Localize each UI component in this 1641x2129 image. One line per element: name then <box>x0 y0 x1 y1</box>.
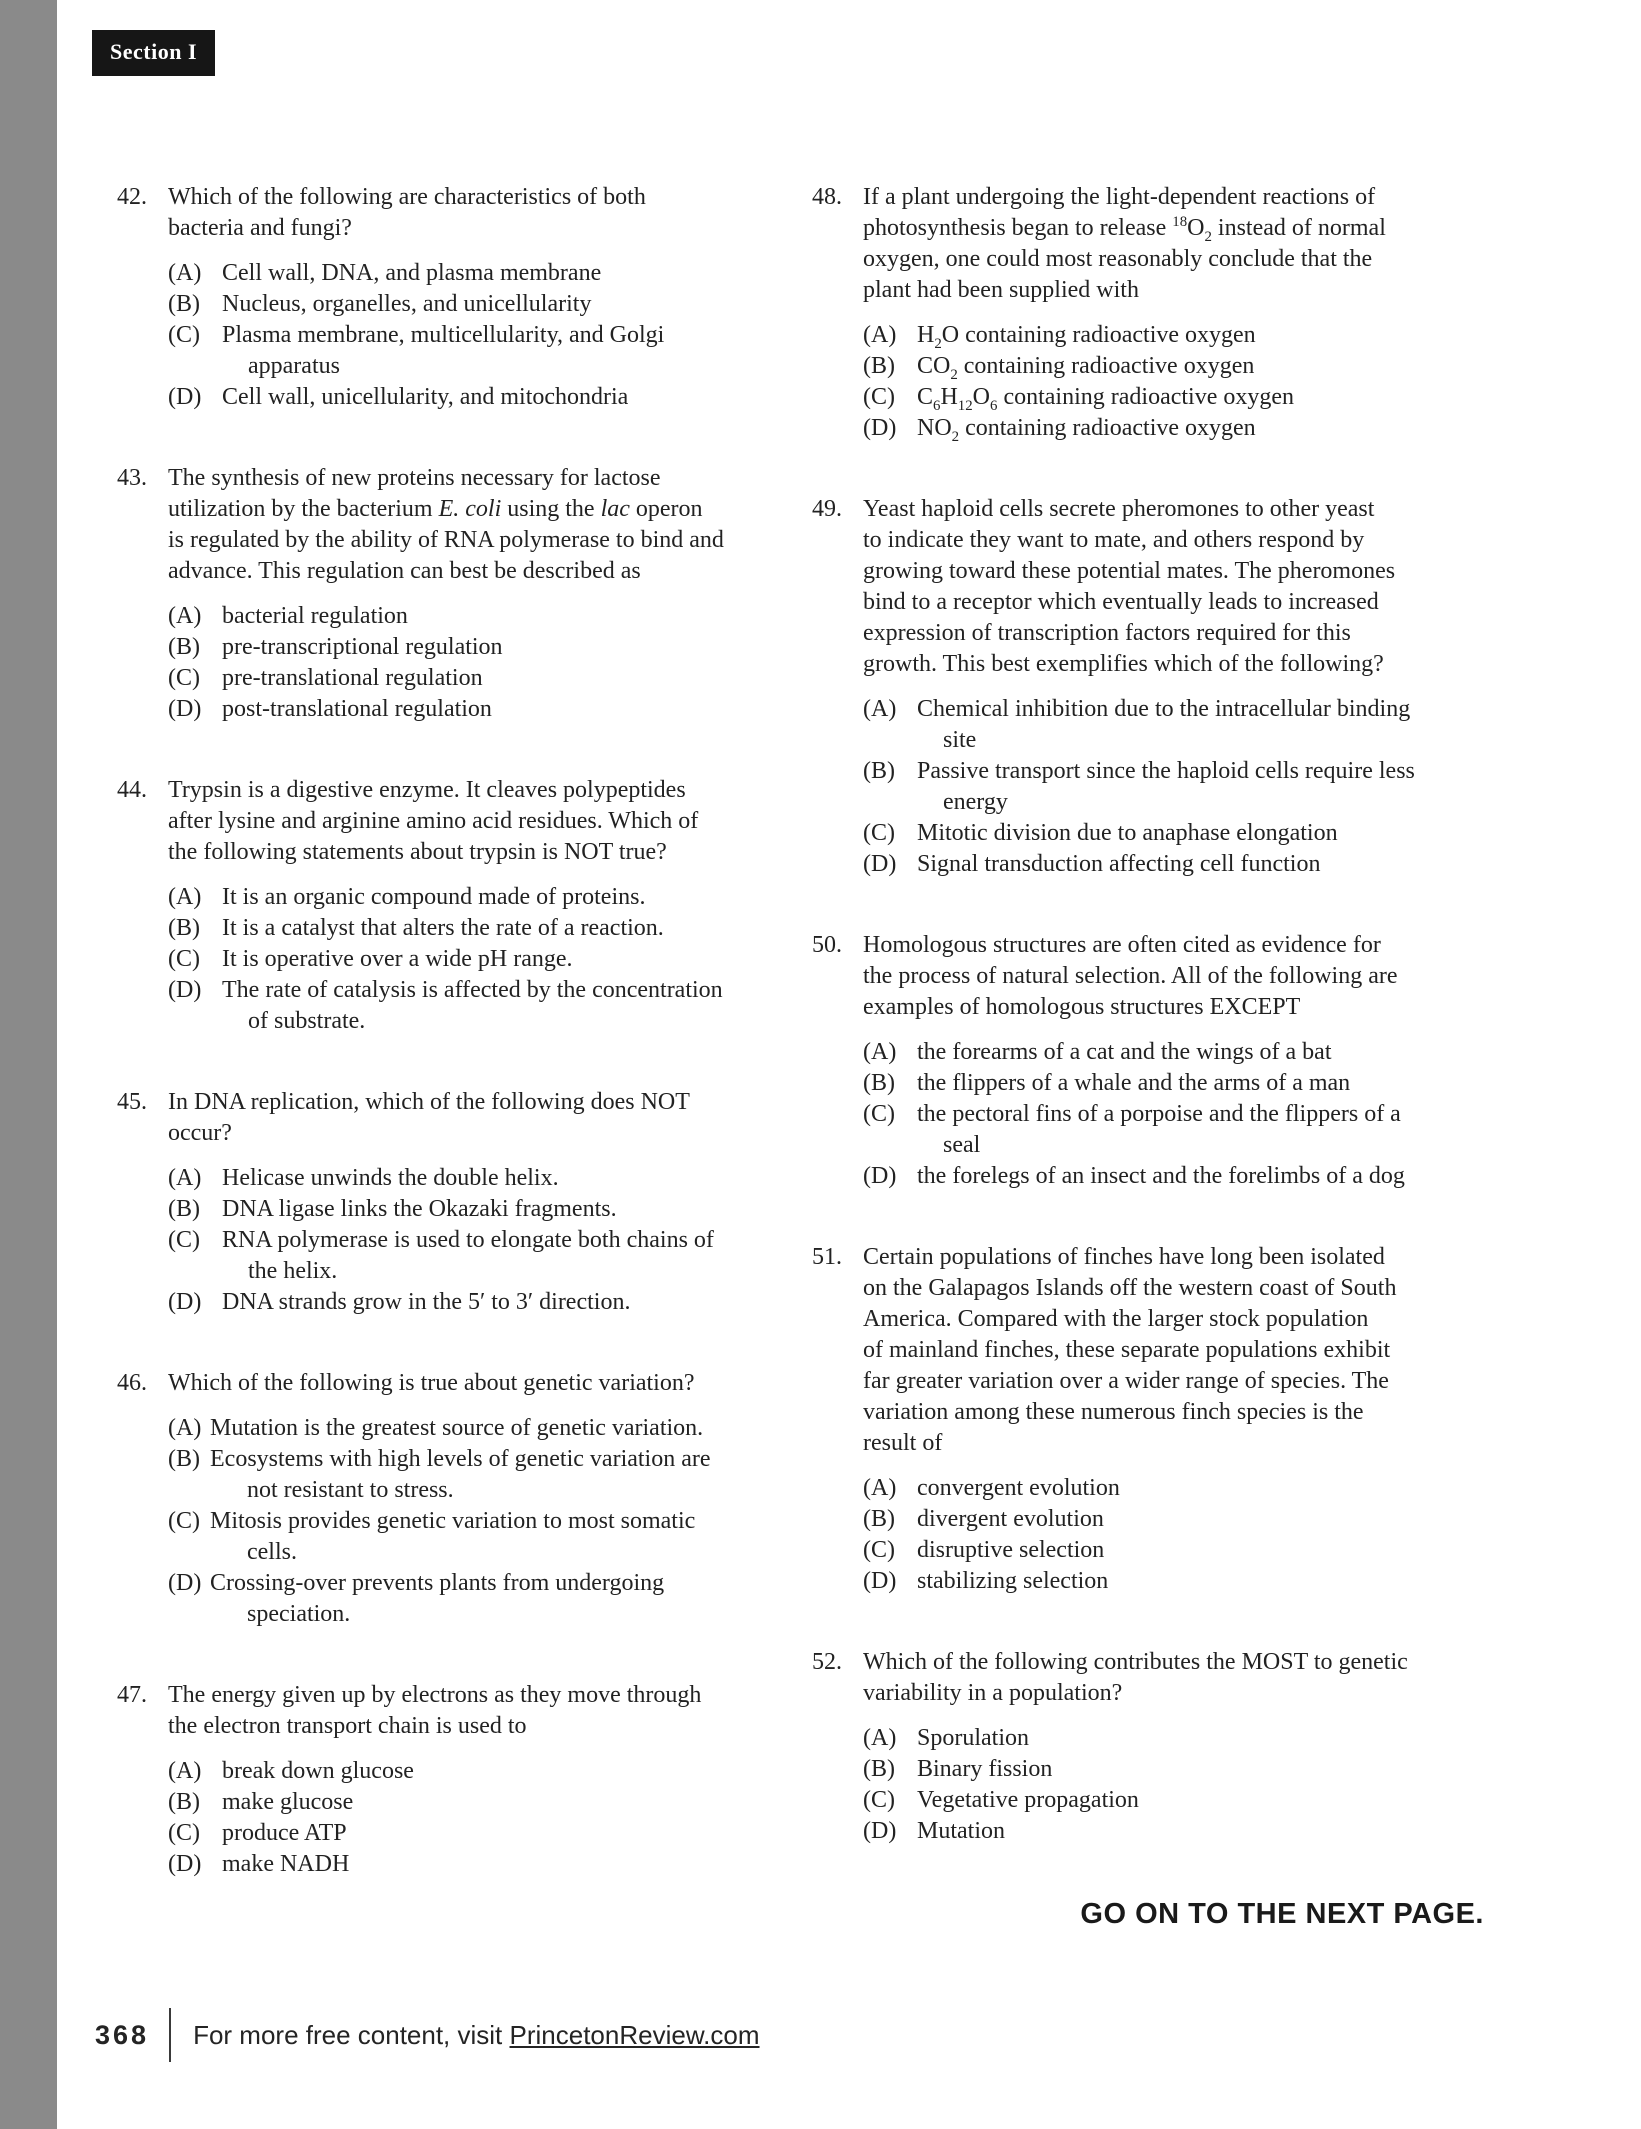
option-text: Mitotic division due to anaphase elongation <box>917 820 1338 846</box>
option-text: Chemical inhibition due to the intracellular binding site <box>917 696 1411 753</box>
option-text: Vegetative propagation <box>917 1787 1139 1813</box>
question-text: Yeast haploid cells secrete pheromones to other yeast to indicate they want to mate, and others respond by growing toward these potential mates. The pheromones bind to a receptor which eventually leads to increased expression of transcription factors required for this growth. This best exemplifies which of the following? <box>863 496 1396 677</box>
question <box>117 1368 772 1630</box>
answer-option <box>863 1068 1487 1099</box>
question-column-left <box>117 182 772 1930</box>
option-text: It is operative over a wide pH range. <box>222 946 573 972</box>
option-label: (D) <box>168 384 202 410</box>
option-label: (B) <box>863 1756 895 1782</box>
option-label: (D) <box>168 696 202 722</box>
answer-option <box>863 382 1487 413</box>
section-label: Section I <box>110 39 197 64</box>
answer-options <box>863 1037 1487 1192</box>
option-text: Passive transport since the haploid cells require less energy <box>917 758 1415 815</box>
answer-options <box>168 1413 772 1630</box>
option-label: (B) <box>168 291 200 317</box>
answer-options <box>168 258 772 413</box>
answer-option <box>863 1723 1487 1754</box>
page-footer <box>95 2008 760 2062</box>
question <box>117 1680 772 1880</box>
answer-option <box>168 1756 772 1787</box>
answer-option <box>168 1444 772 1506</box>
question-text: Which of the following is true about genetic variation? <box>168 1370 695 1396</box>
option-text: $NO_2$ containing radioactive oxygen <box>917 415 1256 445</box>
question-text: Certain populations of finches have long been isolated on the Galapagos Islands off the western coast of South America. Compared with the larger stock population of mainland finches, these separate populations exhibit far greater variation over a wider range of species. The variation among these numerous finch species is the result of <box>863 1244 1397 1456</box>
question-text: Trypsin is a digestive enzyme. It cleaves polypeptides after lysine and arginine amino acid residues. Which of the following statements about trypsin is NOT true? <box>168 777 699 865</box>
footer-note <box>193 2020 759 2051</box>
answer-options <box>168 601 772 725</box>
option-label: (C) <box>863 1787 895 1813</box>
answer-option <box>168 382 772 413</box>
option-text: $C_6H_{12}O_6$ containing radioactive oxygen <box>917 384 1295 414</box>
question-number: 47. <box>117 1682 147 1708</box>
option-text: Mitosis provides genetic variation to most somatic cells. <box>210 1508 696 1565</box>
answer-option <box>168 694 772 725</box>
question-text: Which of the following are characteristics of both bacteria and fungi? <box>168 184 646 241</box>
answer-option <box>168 975 772 1037</box>
answer-option <box>168 601 772 632</box>
option-label: (A) <box>863 322 897 348</box>
option-label: (A) <box>863 1725 897 1751</box>
option-text: bacterial regulation <box>222 603 408 629</box>
option-text: the forearms of a cat and the wings of a bat <box>917 1039 1332 1065</box>
option-text: Sporulation <box>917 1725 1029 1751</box>
answer-options <box>168 882 772 1037</box>
option-text: DNA strands grow in the 5′ to 3′ direction. <box>222 1289 631 1315</box>
answer-options <box>863 1473 1487 1597</box>
option-text: Helicase unwinds the double helix. <box>222 1165 559 1191</box>
option-label: (D) <box>863 415 897 441</box>
option-text: Ecosystems with high levels of genetic variation are not resistant to stress. <box>210 1446 711 1503</box>
option-label: (D) <box>168 1570 202 1596</box>
option-label: (D) <box>863 851 897 877</box>
answer-option <box>863 694 1487 756</box>
option-text: make NADH <box>222 1851 350 1877</box>
option-text: the forelegs of an insect and the forelimbs of a dog <box>917 1163 1405 1189</box>
answer-option <box>863 320 1487 351</box>
option-text: Plasma membrane, multicellularity, and Golgi apparatus <box>222 322 665 379</box>
option-label: (A) <box>863 1475 897 1501</box>
question <box>812 1242 1487 1597</box>
option-text: Cell wall, unicellularity, and mitochondria <box>222 384 629 410</box>
answer-option <box>168 913 772 944</box>
answer-options <box>168 1163 772 1318</box>
option-text: break down glucose <box>222 1758 414 1784</box>
question <box>812 494 1487 880</box>
option-label: (C) <box>168 322 200 348</box>
option-label: (A) <box>168 1415 202 1441</box>
answer-option <box>168 258 772 289</box>
page-edge-bar <box>0 0 57 2129</box>
footer-divider <box>169 2008 171 2062</box>
option-text: make glucose <box>222 1789 354 1815</box>
option-label: (C) <box>168 1508 200 1534</box>
answer-options <box>863 320 1487 444</box>
answer-options <box>863 694 1487 880</box>
answer-option <box>168 1413 772 1444</box>
option-label: (A) <box>168 1758 202 1784</box>
option-text: $H_2O$ containing radioactive oxygen <box>917 322 1256 352</box>
question-number: 45. <box>117 1089 147 1115</box>
question-text: Which of the following contributes the MOST to genetic variability in a population? <box>863 1649 1408 1706</box>
option-text: post-translational regulation <box>222 696 492 722</box>
option-label: (C) <box>168 1227 200 1253</box>
answer-option <box>863 1566 1487 1597</box>
answer-option <box>168 1568 772 1630</box>
question <box>812 1647 1487 1847</box>
option-label: (C) <box>863 384 895 410</box>
question-text: The energy given up by electrons as they move through the electron transport chain is used to <box>168 1682 702 1739</box>
question <box>812 930 1487 1192</box>
footer-link[interactable]: PrincetonReview.com <box>509 2019 760 2050</box>
option-label: (D) <box>168 1851 202 1877</box>
option-text: Crossing-over prevents plants from undergoing speciation. <box>210 1570 665 1627</box>
option-label: (B) <box>863 353 895 379</box>
option-text: It is a catalyst that alters the rate of a reaction. <box>222 915 664 941</box>
option-text: $CO_2$ containing radioactive oxygen <box>917 353 1255 383</box>
answer-option <box>863 849 1487 880</box>
option-label: (D) <box>168 977 202 1003</box>
option-label: (B) <box>168 915 200 941</box>
option-label: (A) <box>168 884 202 910</box>
option-text: convergent evolution <box>917 1475 1120 1501</box>
answer-option <box>168 1849 772 1880</box>
question-number: 52. <box>812 1649 842 1675</box>
option-text: the pectoral fins of a porpoise and the flippers of a seal <box>917 1101 1401 1158</box>
answer-option <box>168 1787 772 1818</box>
answer-option <box>168 289 772 320</box>
page-number: 368 <box>95 2019 150 2050</box>
answer-option <box>168 1506 772 1568</box>
option-label: (A) <box>168 1165 202 1191</box>
answer-option <box>863 1099 1487 1161</box>
option-label: (A) <box>863 696 897 722</box>
option-label: (D) <box>168 1289 202 1315</box>
option-label: (D) <box>863 1818 897 1844</box>
answer-option <box>863 1161 1487 1192</box>
answer-option <box>863 1785 1487 1816</box>
answer-option <box>168 1287 772 1318</box>
question-text: The synthesis of new proteins necessary for lactose utilization by the bacterium E. coli using the lac operon is regulated by the ability of RNA polymerase to bind and advance. This regulation can best be described as <box>168 465 724 584</box>
footer-note-text: For more free content, visit <box>193 2019 510 2050</box>
option-text: Mutation is the greatest source of genetic variation. <box>210 1415 704 1441</box>
answer-options <box>168 1756 772 1880</box>
option-text: Mutation <box>917 1818 1005 1844</box>
question-number: 49. <box>812 496 842 522</box>
answer-option <box>863 1754 1487 1785</box>
answer-option <box>863 351 1487 382</box>
answer-option <box>168 632 772 663</box>
question-number: 50. <box>812 932 842 958</box>
option-label: (B) <box>168 634 200 660</box>
option-label: (C) <box>168 946 200 972</box>
option-text: It is an organic compound made of proteins. <box>222 884 646 910</box>
question-number: 44. <box>117 777 147 803</box>
option-label: (B) <box>863 1070 895 1096</box>
option-text: Cell wall, DNA, and plasma membrane <box>222 260 602 286</box>
answer-option <box>863 1473 1487 1504</box>
answer-option <box>168 944 772 975</box>
option-label: (A) <box>863 1039 897 1065</box>
option-label: (A) <box>168 260 202 286</box>
option-label: (C) <box>863 1101 895 1127</box>
option-text: produce ATP <box>222 1820 347 1846</box>
option-text: RNA polymerase is used to elongate both chains of the helix. <box>222 1227 714 1284</box>
option-text: DNA ligase links the Okazaki fragments. <box>222 1196 617 1222</box>
answer-option <box>863 1816 1487 1847</box>
question-number: 51. <box>812 1244 842 1270</box>
question <box>117 775 772 1037</box>
option-label: (A) <box>168 603 202 629</box>
question <box>812 182 1487 444</box>
question-column-right <box>812 182 1487 1897</box>
question-text: If a plant undergoing the light-dependent reactions of photosynthesis began to release $^{18}O_2$ instead of normal oxygen, one could most reasonably conclude that the plant had been supplied with <box>863 184 1386 303</box>
option-text: pre-transcriptional regulation <box>222 634 503 660</box>
answer-option <box>168 1194 772 1225</box>
option-text: the flippers of a whale and the arms of a man <box>917 1070 1351 1096</box>
answer-option <box>863 1037 1487 1068</box>
option-label: (B) <box>863 1506 895 1532</box>
option-text: pre-translational regulation <box>222 665 483 691</box>
option-text: Nucleus, organelles, and unicellularity <box>222 291 592 317</box>
question-text: In DNA replication, which of the following does NOT occur? <box>168 1089 690 1146</box>
question-text: Homologous structures are often cited as evidence for the process of natural selection. All of the following are examples of homologous structures EXCEPT <box>863 932 1398 1020</box>
option-label: (D) <box>863 1568 897 1594</box>
question-number: 48. <box>812 184 842 210</box>
answer-option <box>168 663 772 694</box>
question-number: 46. <box>117 1370 147 1396</box>
question <box>117 1087 772 1318</box>
option-text: Signal transduction affecting cell function <box>917 851 1321 877</box>
answer-option <box>168 1163 772 1194</box>
go-on-instruction: GO ON TO THE NEXT PAGE. <box>1080 1898 1484 1930</box>
question-number: 43. <box>117 465 147 491</box>
option-label: (C) <box>168 1820 200 1846</box>
answer-option <box>168 882 772 913</box>
answer-option <box>168 1225 772 1287</box>
answer-option <box>863 1535 1487 1566</box>
answer-option <box>168 1818 772 1849</box>
option-label: (C) <box>168 665 200 691</box>
option-label: (C) <box>863 820 895 846</box>
answer-option <box>863 1504 1487 1535</box>
option-label: (D) <box>863 1163 897 1189</box>
option-text: stabilizing selection <box>917 1568 1109 1594</box>
option-label: (B) <box>168 1789 200 1815</box>
option-text: Binary fission <box>917 1756 1053 1782</box>
option-label: (C) <box>863 1537 895 1563</box>
answer-options <box>863 1723 1487 1847</box>
option-text: divergent evolution <box>917 1506 1104 1532</box>
section-header <box>92 30 215 76</box>
option-label: (B) <box>168 1446 200 1472</box>
option-text: The rate of catalysis is affected by the concentration of substrate. <box>222 977 723 1034</box>
option-label: (B) <box>863 758 895 784</box>
option-text: disruptive selection <box>917 1537 1105 1563</box>
answer-option <box>863 413 1487 444</box>
question <box>117 182 772 413</box>
answer-option <box>863 756 1487 818</box>
question <box>117 463 772 725</box>
question-number: 42. <box>117 184 147 210</box>
answer-option <box>168 320 772 382</box>
answer-option <box>863 818 1487 849</box>
option-label: (B) <box>168 1196 200 1222</box>
